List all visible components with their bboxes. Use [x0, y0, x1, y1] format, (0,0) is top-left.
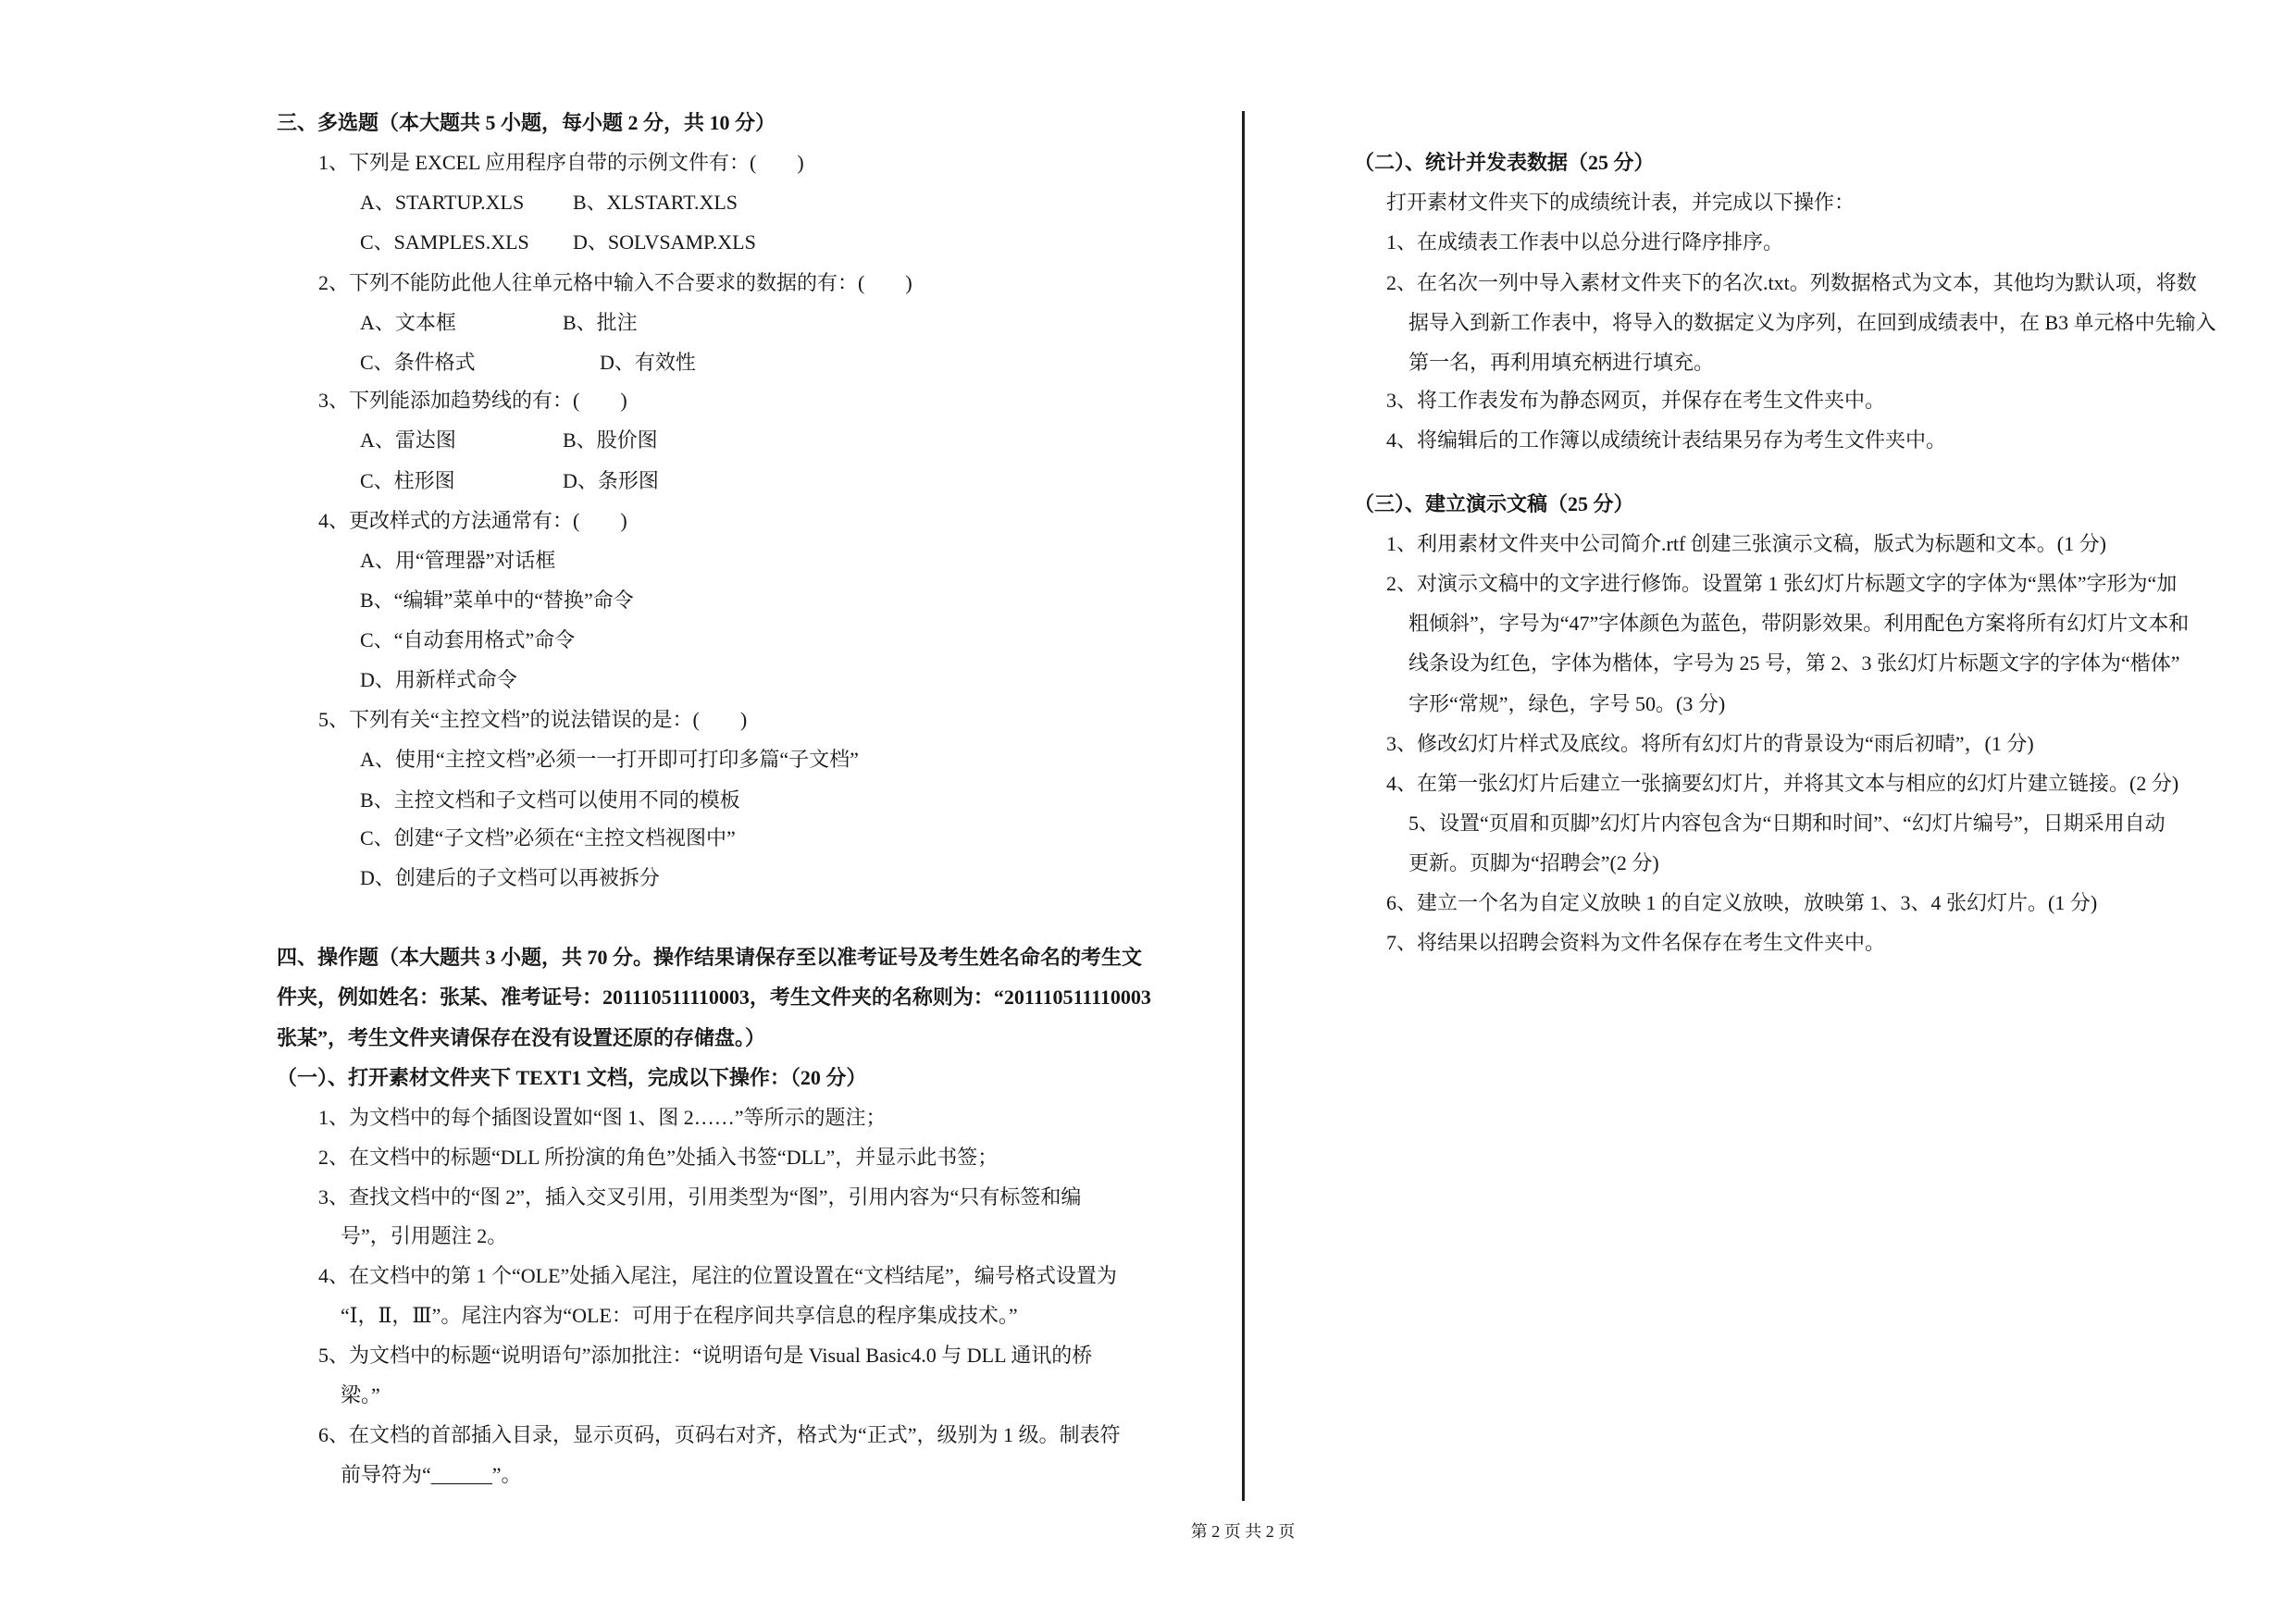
part3-item-3: 3、修改幻灯片样式及底纹。将所有幻灯片的背景设为“雨后初晴”，(1 分) [1386, 732, 2034, 755]
question-4-option-b: B、“编辑”菜单中的“替换”命令 [360, 589, 634, 612]
part2-item-1: 1、在成绩表工作表中以总分进行降序排序。 [1386, 230, 1784, 254]
question-5-option-d: D、创建后的子文档可以再被拆分 [360, 866, 660, 889]
question-4-option-c: C、“自动套用格式”命令 [360, 628, 576, 651]
column-divider [1242, 111, 1245, 1501]
part3-item-2-cont-1: 粗倾斜”，字号为“47”字体颜色为蓝色，带阴影效果。利用配色方案将所有幻灯片文本和 [1409, 612, 2190, 635]
part1-item-6-cont: 前导符为“______”。 [341, 1463, 522, 1486]
question-2-option-a: A、文本框 [360, 311, 456, 334]
part2-item-2-cont-1: 据导入到新工作表中，将导入的数据定义为序列，在回到成绩表中，在 B3 单元格中先输入 [1409, 311, 2216, 334]
part1-item-3: 3、查找文档中的“图 2”，插入交叉引用，引用类型为“图”，引用内容为“只有标签和编 [318, 1185, 1082, 1209]
part3-item-2-cont-2: 线条设为红色，字体为楷体，字号为 25 号，第 2、3 张幻灯片标题文字的字体为“楷体” [1409, 651, 2180, 675]
question-5-stem: 5、下列有关“主控文档”的说法错误的是：( ) [318, 708, 748, 731]
question-4-option-a: A、用“管理器”对话框 [360, 549, 556, 572]
question-3-option-a: A、雷达图 [360, 428, 456, 452]
ops-section-title-line-1: 四、操作题（本大题共 3 小题，共 70 分。操作结果请保存至以准考证号及考生姓名命名的考生文 [277, 946, 1143, 969]
part1-item-4-cont: “Ⅰ，Ⅱ，Ⅲ”。尾注内容为“OLE：可用于在程序间共享信息的程序集成技术。” [341, 1304, 1018, 1327]
page-number-footer: 第 2 页 共 2 页 [1190, 1522, 1296, 1541]
question-1-option-b: B、XLSTART.XLS [573, 191, 738, 214]
question-5-option-b: B、主控文档和子文档可以使用不同的模板 [360, 788, 740, 812]
part3-item-4: 4、在第一张幻灯片后建立一张摘要幻灯片，并将其文本与相应的幻灯片建立链接。(2 分) [1386, 772, 2179, 795]
question-1-stem: 1、下列是 EXCEL 应用程序自带的示例文件有：( ) [318, 151, 804, 174]
part2-item-3: 3、将工作表发布为静态网页，并保存在考生文件夹中。 [1386, 389, 1886, 412]
part1-item-4: 4、在文档中的第 1 个“OLE”处插入尾注，尾注的位置设置在“文档结尾”，编号格式设置为 [318, 1264, 1117, 1287]
part3-item-6: 6、建立一个名为自定义放映 1 的自定义放映，放映第 1、3、4 张幻灯片。(1 分) [1386, 891, 2098, 914]
question-2-option-c: C、条件格式 [360, 351, 476, 374]
part2-item-2: 2、在名次一列中导入素材文件夹下的名次.txt。列数据格式为文本，其他均为默认项，将数 [1386, 271, 2197, 294]
part1-item-3-cont: 号”，引用题注 2。 [341, 1224, 508, 1247]
question-2-stem: 2、下列不能防此他人往单元格中输入不合要求的数据的有：( ) [318, 271, 912, 294]
part3-title: （三）、建立演示文稿（25 分） [1354, 492, 1634, 515]
part1-item-2: 2、在文档中的标题“DLL 所扮演的角色”处插入书签“DLL”，并显示此书签； [318, 1146, 999, 1169]
part3-item-5: 5、设置“页眉和页脚”幻灯片内容包含为“日期和时间”、“幻灯片编号”，日期采用自动 [1409, 812, 2166, 835]
part1-item-1: 1、为文档中的每个插图设置如“图 1、图 2……”等所示的题注； [318, 1106, 887, 1129]
mcq-section-title: 三、多选题（本大题共 5 小题，每小题 2 分，共 10 分） [277, 111, 776, 134]
question-1-option-d: D、SOLVSAMP.XLS [573, 230, 756, 254]
question-1-option-a: A、STARTUP.XLS [360, 191, 525, 214]
part1-item-5-cont: 梁。” [341, 1383, 380, 1407]
part2-title: （二）、统计并发表数据（25 分） [1354, 151, 1655, 174]
question-4-option-d: D、用新样式命令 [360, 668, 517, 691]
question-4-stem: 4、更改样式的方法通常有：( ) [318, 509, 627, 532]
question-2-option-d: D、有效性 [600, 351, 696, 374]
question-2-option-b: B、批注 [563, 311, 638, 334]
part3-item-1: 1、利用素材文件夹中公司简介.rtf 创建三张演示文稿，版式为标题和文本。(1 分) [1386, 532, 2106, 555]
question-3-option-b: B、股价图 [563, 428, 658, 452]
ops-section-title-line-3: 张某”，考生文件夹请保存在没有设置还原的存储盘。） [277, 1026, 766, 1049]
part3-item-2: 2、对演示文稿中的文字进行修饰。设置第 1 张幻灯片标题文字的字体为“黑体”字形为“加 [1386, 572, 2178, 595]
part3-item-2-cont-3: 字形“常规”，绿色，字号 50。(3 分) [1409, 692, 1726, 715]
question-5-option-c: C、创建“子文档”必须在“主控文档视图中” [360, 826, 736, 849]
part2-item-2-cont-2: 第一名，再利用填充柄进行填充。 [1409, 351, 1715, 374]
part1-item-6: 6、在文档的首部插入目录，显示页码，页码右对齐，格式为“正式”，级别为 1 级。制表符 [318, 1423, 1121, 1446]
part3-item-7: 7、将结果以招聘会资料为文件名保存在考生文件夹中。 [1386, 931, 1886, 954]
question-1-option-c: C、SAMPLES.XLS [360, 230, 529, 254]
question-3-stem: 3、下列能添加趋势线的有：( ) [318, 389, 627, 412]
part3-item-5-cont: 更新。页脚为“招聘会”(2 分) [1409, 851, 1659, 874]
part1-item-5: 5、为文档中的标题“说明语句”添加批注：“说明语句是 Visual Basic4.0 与 DLL 通讯的桥 [318, 1344, 1093, 1367]
question-5-option-a: A、使用“主控文档”必须一一打开即可打印多篇“子文档” [360, 748, 859, 771]
question-3-option-c: C、柱形图 [360, 469, 455, 492]
ops-section-title-line-2: 件夹，例如姓名：张某、准考证号：201110511110003，考生文件夹的名称则为：“201110511110003 [277, 986, 1151, 1009]
part2-intro: 打开素材文件夹下的成绩统计表，并完成以下操作： [1386, 191, 1855, 214]
question-3-option-d: D、条形图 [563, 469, 659, 492]
part1-title: （一）、打开素材文件夹下 TEXT1 文档，完成以下操作：（20 分） [277, 1066, 867, 1089]
part2-item-4: 4、将编辑后的工作簿以成绩统计表结果另存为考生文件夹中。 [1386, 428, 1947, 452]
